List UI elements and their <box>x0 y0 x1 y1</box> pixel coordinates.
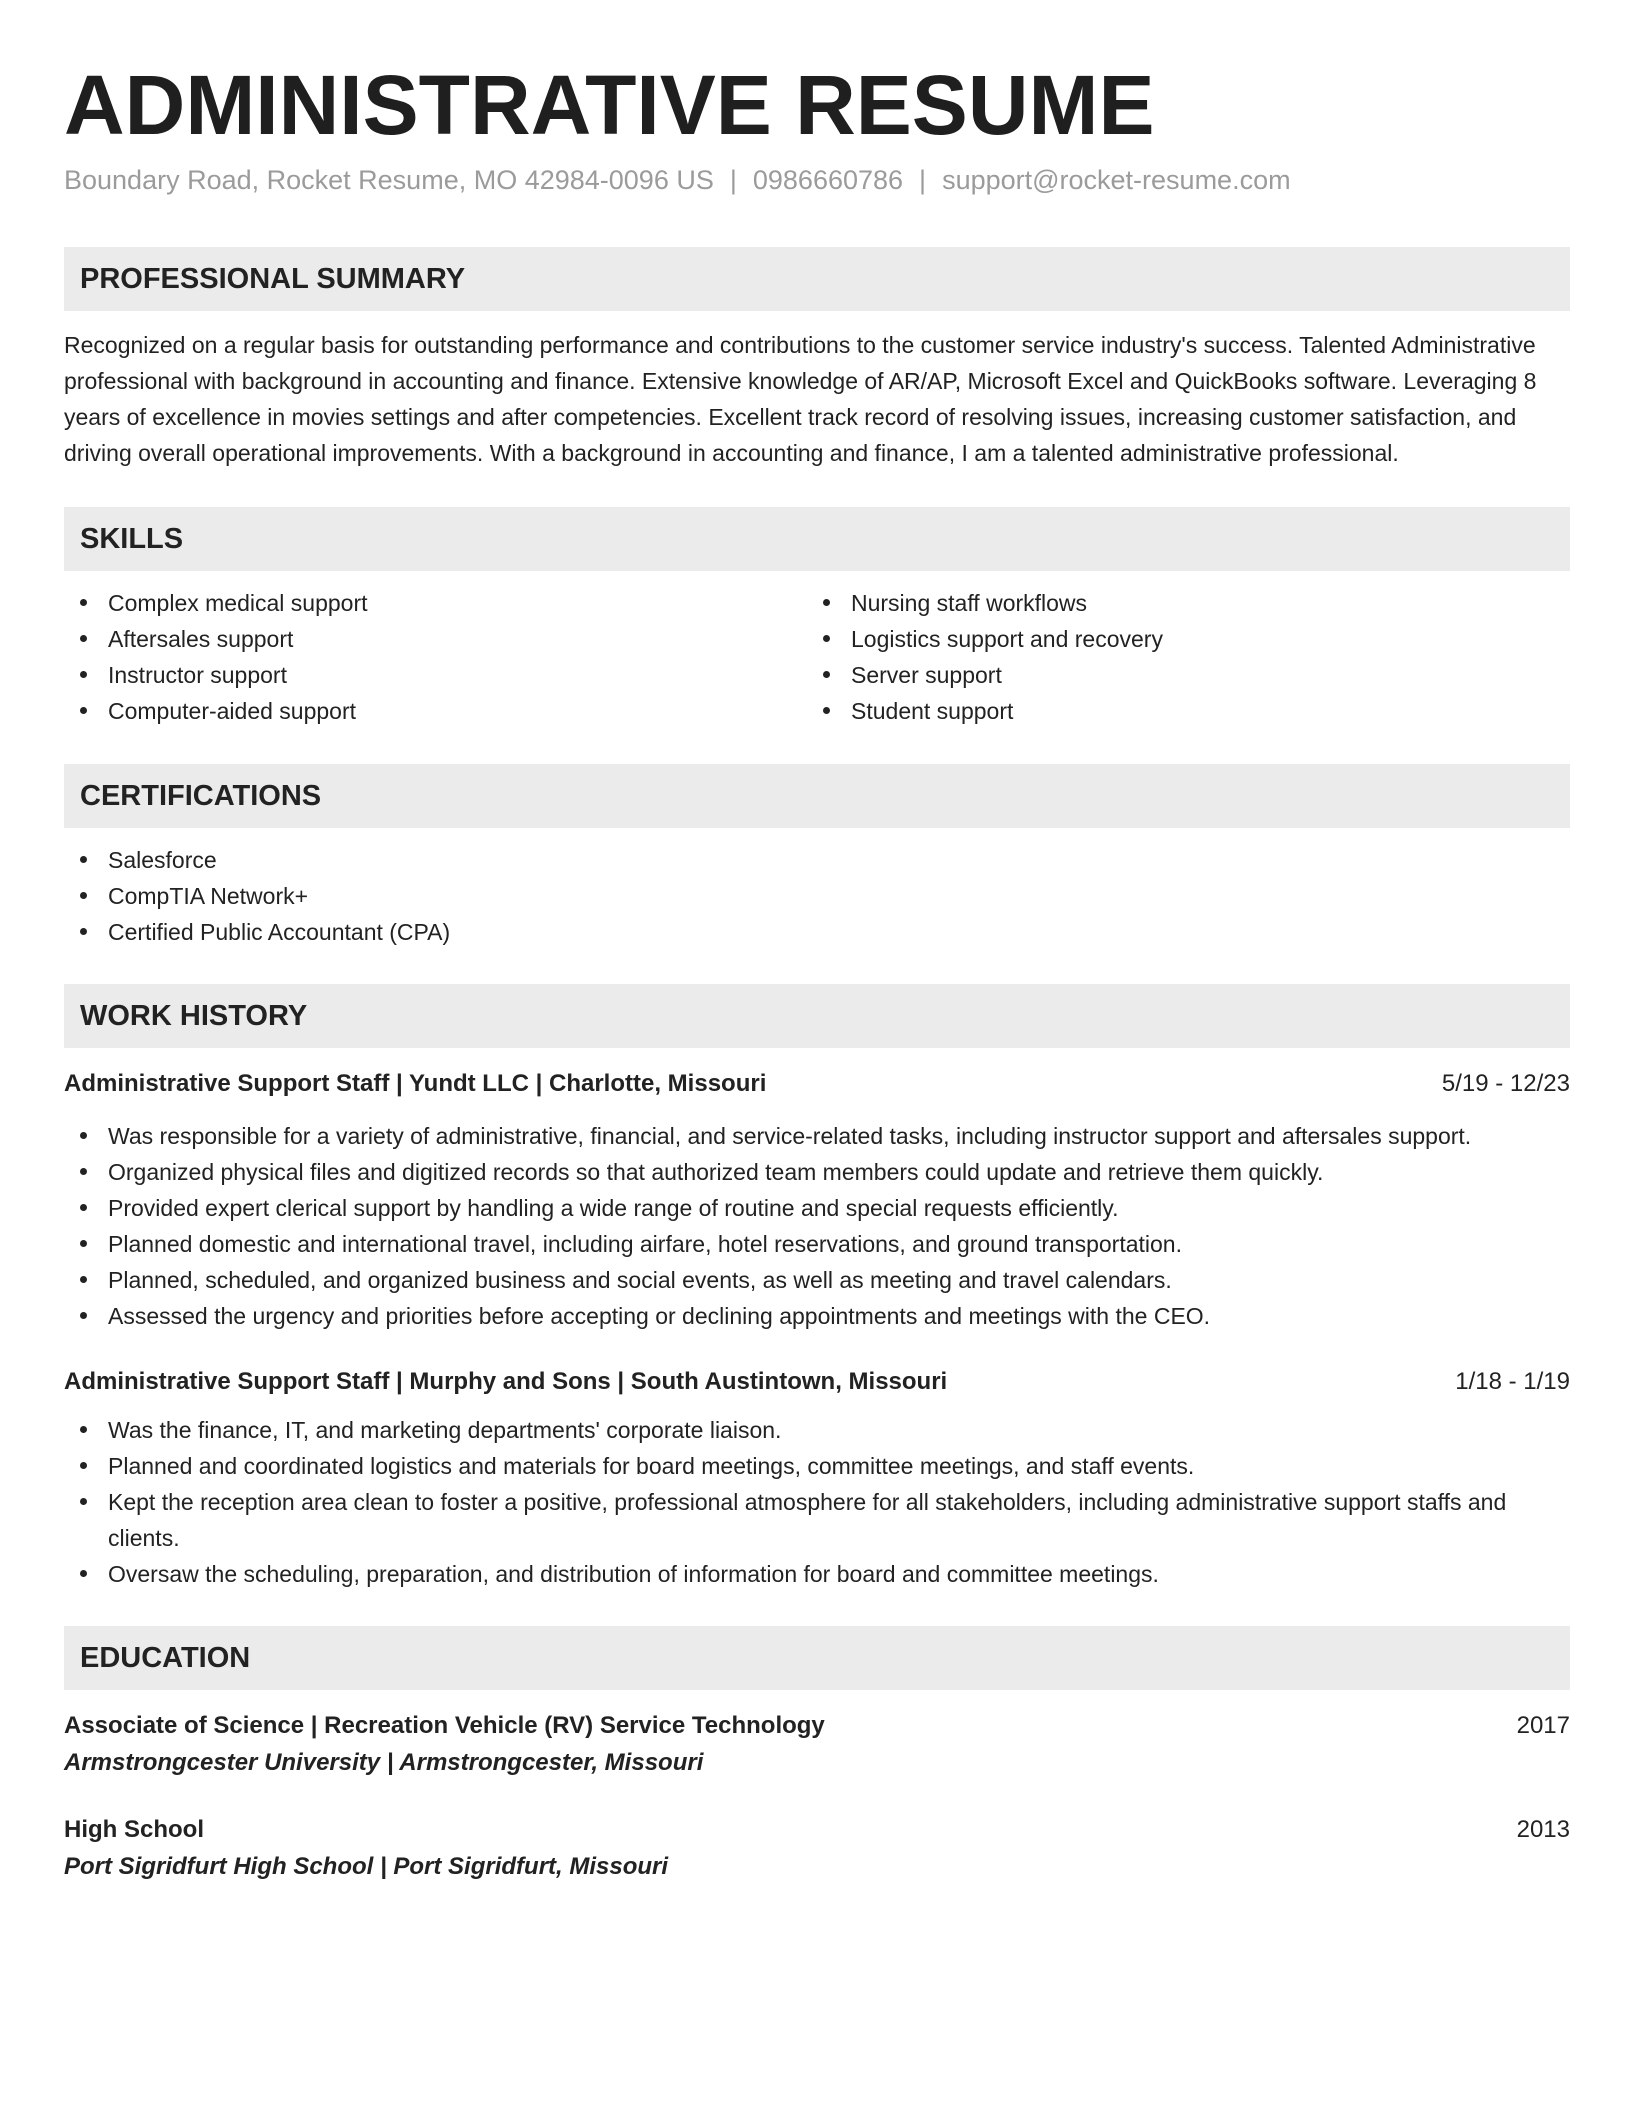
education-heading-row <box>64 1812 1570 1848</box>
job-bullet: Planned and coordinated logistics and materials for board meetings, committee meetings, and staff events. <box>64 1448 1570 1484</box>
education-school: Armstrongcester University | Armstrongcester, Missouri <box>64 1749 704 1776</box>
bullet-dot <box>80 892 87 899</box>
job-title: Administrative Support Staff | Murphy and Sons | South Austintown, Missouri <box>64 1368 948 1395</box>
contact-line <box>64 160 1570 200</box>
bullet-dot <box>823 671 830 678</box>
certifications-list <box>64 842 1570 950</box>
bullet-dot <box>80 1204 87 1211</box>
job-title: Administrative Support Staff | Yundt LLC | Charlotte, Missouri <box>64 1070 767 1097</box>
bullet-dot <box>823 707 830 714</box>
job-heading-row <box>64 1364 1570 1400</box>
section-header-skills: SKILLS <box>64 507 1570 571</box>
certification-item: Certified Public Accountant (CPA) <box>64 914 1570 950</box>
job-bullet: Was responsible for a variety of administrative, financial, and service-related tasks, including instructor support and aftersales support. <box>64 1118 1570 1154</box>
job-dates: 5/19 - 12/23 <box>1441 1070 1570 1097</box>
job-bullet: Provided expert clerical support by handling a wide range of routine and special requests efficiently. <box>64 1190 1570 1226</box>
skill-item: Instructor support <box>64 657 807 693</box>
job-heading-row <box>64 1066 1570 1102</box>
job-dates: 1/18 - 1/19 <box>1455 1368 1570 1395</box>
skills-column-right <box>807 585 1550 729</box>
skill-item: Complex medical support <box>64 585 807 621</box>
bullet-dot <box>80 856 87 863</box>
contact-separator: | <box>919 165 927 195</box>
skill-item: Student support <box>807 693 1550 729</box>
contact-separator: | <box>729 165 737 195</box>
section-header-work-history: WORK HISTORY <box>64 984 1570 1048</box>
contact-address: Boundary Road, Rocket Resume, MO 42984-0096 US <box>64 165 714 195</box>
bullet-dot <box>80 928 87 935</box>
education-year: 2013 <box>1516 1816 1570 1843</box>
bullet-dot <box>80 1462 87 1469</box>
education-entry <box>64 1708 1570 1782</box>
bullet-dot <box>80 1168 87 1175</box>
bullet-dot <box>80 1276 87 1283</box>
resume-page <box>64 50 1570 1886</box>
education-heading-row <box>64 1708 1570 1744</box>
education-entry <box>64 1812 1570 1886</box>
skill-item: Aftersales support <box>64 621 807 657</box>
section-header-certifications: CERTIFICATIONS <box>64 764 1570 828</box>
skills-list <box>64 585 1570 729</box>
bullet-dot <box>80 671 87 678</box>
resume-title: ADMINISTRATIVE RESUME <box>64 58 1155 152</box>
job-bullets <box>64 1118 1570 1334</box>
bullet-dot <box>823 635 830 642</box>
job-entry <box>64 1066 1570 1334</box>
certification-item: Salesforce <box>64 842 1570 878</box>
education-school: Port Sigridfurt High School | Port Sigridfurt, Missouri <box>64 1853 669 1880</box>
job-bullets <box>64 1412 1570 1592</box>
job-bullet: Planned, scheduled, and organized business and social events, as well as meeting and travel calendars. <box>64 1262 1570 1298</box>
bullet-dot <box>80 635 87 642</box>
skill-item: Nursing staff workflows <box>807 585 1550 621</box>
bullet-dot <box>80 1132 87 1139</box>
education-degree: Associate of Science | Recreation Vehicle (RV) Service Technology <box>64 1712 825 1739</box>
certification-item: CompTIA Network+ <box>64 878 1570 914</box>
job-bullet: Organized physical files and digitized records so that authorized team members could update and retrieve them quickly. <box>64 1154 1570 1190</box>
skills-column-left <box>64 585 807 729</box>
job-bullet: Kept the reception area clean to foster a positive, professional atmosphere for all stakeholders, including administrative support staffs and clients. <box>64 1484 1570 1556</box>
skill-item: Computer-aided support <box>64 693 807 729</box>
bullet-dot <box>80 1570 87 1577</box>
job-bullet: Was the finance, IT, and marketing departments' corporate liaison. <box>64 1412 1570 1448</box>
job-bullet: Oversaw the scheduling, preparation, and distribution of information for board and committee meetings. <box>64 1556 1570 1592</box>
bullet-dot <box>80 1312 87 1319</box>
job-entry <box>64 1364 1570 1592</box>
summary-text: Recognized on a regular basis for outstanding performance and contributions to the customer service industry's success. Talented Administrative professional with background in accounting and finance. Extensive knowledge of AR/AP, Microsoft Excel and QuickBooks software. Leveraging 8 years of excellence in movies settings and after competencies. Excellent track record of resolving issues, increasing customer satisfaction, and driving overall operational improvements. With a background in accounting and finance, I am a talented administrative professional. <box>64 332 1537 466</box>
job-bullet: Assessed the urgency and priorities before accepting or declining appointments and meetings with the CEO. <box>64 1298 1570 1334</box>
education-year: 2017 <box>1516 1712 1570 1739</box>
job-bullet: Planned domestic and international travel, including airfare, hotel reservations, and ground transportation. <box>64 1226 1570 1262</box>
section-header-education: EDUCATION <box>64 1626 1570 1690</box>
bullet-dot <box>80 707 87 714</box>
bullet-dot <box>80 599 87 606</box>
skill-item: Server support <box>807 657 1550 693</box>
contact-phone: 0986660786 <box>752 165 904 195</box>
bullet-dot <box>823 599 830 606</box>
education-degree: High School <box>64 1816 204 1843</box>
bullet-dot <box>80 1426 87 1433</box>
section-header-summary: PROFESSIONAL SUMMARY <box>64 247 1570 311</box>
bullet-dot <box>80 1240 87 1247</box>
bullet-dot <box>80 1498 87 1505</box>
skill-item: Logistics support and recovery <box>807 621 1550 657</box>
contact-email: support@rocket-resume.com <box>942 165 1291 195</box>
